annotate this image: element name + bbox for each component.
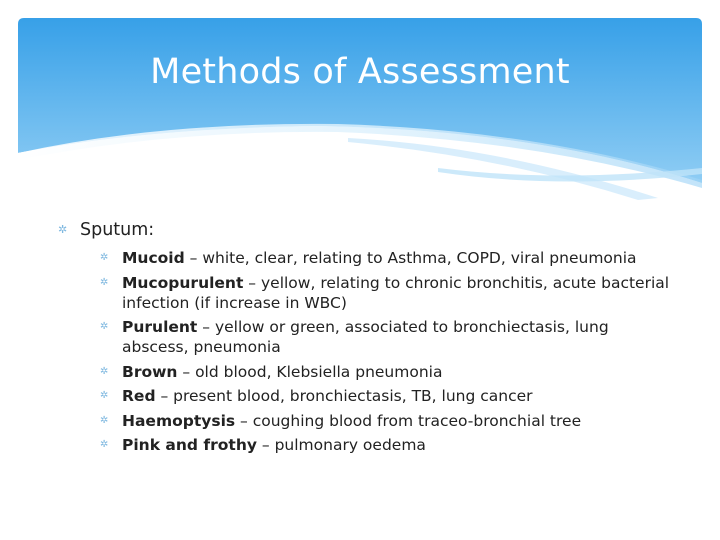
item-description: – yellow or green, associated to bronchiectasis, lung abscess, pneumonia (122, 318, 609, 356)
item-description: – yellow, relating to chronic bronchitis, acute bacterial infection (if increase in WBC) (122, 273, 670, 312)
asterisk-bullet-icon: ✲ (100, 252, 109, 263)
list-item-haemoptysis (100, 411, 678, 431)
item-term: Haemoptysis (122, 411, 236, 430)
list-item-purulent (100, 317, 678, 357)
list-item-brown (100, 362, 678, 382)
title-banner-graphic (18, 18, 702, 203)
item-term: Mucopurulent (122, 273, 244, 292)
asterisk-bullet-icon: ✲ (100, 439, 109, 450)
item-term: Brown (122, 362, 178, 381)
item-term: Mucoid (122, 249, 185, 267)
asterisk-bullet-icon: ✲ (100, 390, 109, 401)
main-bullet-text: Sputum: (80, 220, 155, 240)
slide-title: Methods of Assessment (150, 52, 570, 92)
item-description: – old blood, Klebsiella pneumonia (177, 362, 443, 381)
asterisk-bullet-icon: ✲ (100, 321, 109, 332)
main-bullet (58, 218, 678, 242)
list-item-pink-and-frothy (100, 435, 678, 455)
asterisk-bullet-icon: ✲ (100, 365, 109, 377)
asterisk-bullet-icon: ✲ (100, 276, 109, 288)
item-description: – white, clear, relating to Asthma, COPD, viral pneumonia (184, 249, 637, 267)
item-term: Purulent (122, 318, 198, 336)
asterisk-bullet-icon: ✲ (58, 223, 68, 236)
list-item-mucoid (100, 248, 678, 268)
title-banner (18, 18, 702, 203)
sputum-types-list (58, 248, 678, 455)
item-description: – present blood, bronchiectasis, TB, lung cancer (155, 387, 533, 405)
list-item-mucopurulent (100, 273, 678, 313)
item-term: Red (122, 387, 156, 405)
item-term: Pink and frothy (122, 436, 257, 454)
asterisk-bullet-icon: ✲ (100, 414, 109, 426)
item-description: – coughing blood from traceo-bronchial tree (235, 411, 582, 430)
item-description: – pulmonary oedema (256, 436, 426, 454)
list-item-red (100, 386, 678, 406)
slide-body (58, 218, 678, 460)
